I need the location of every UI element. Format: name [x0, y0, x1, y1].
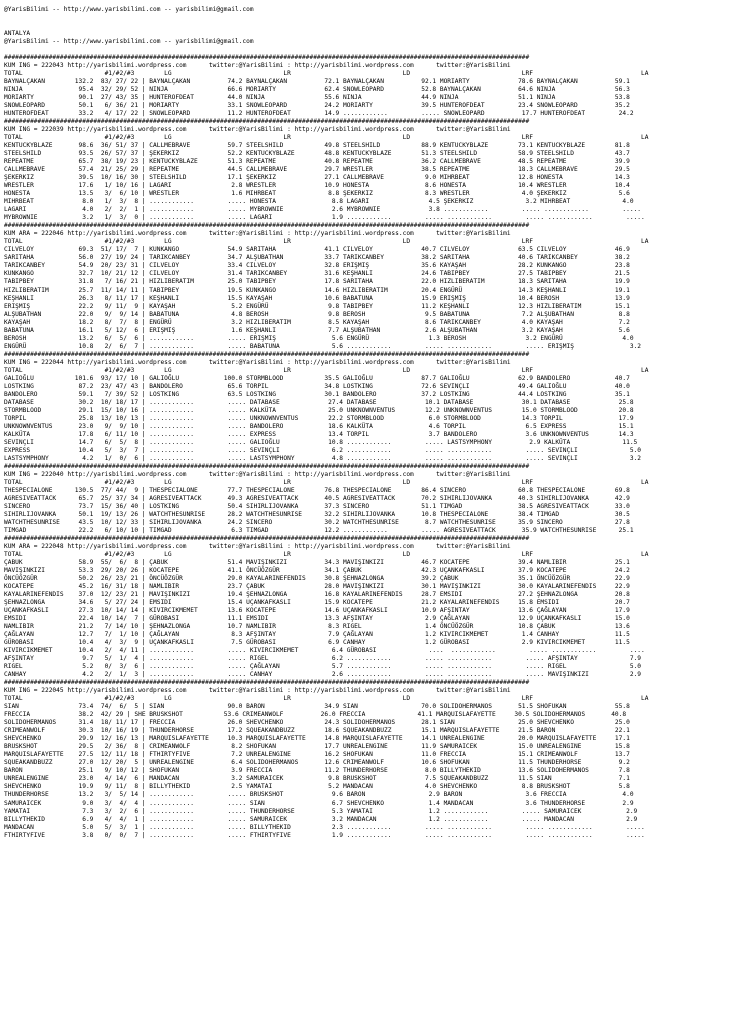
table-row: GÜROBASI 10.4 4/ 3/ 9 | UÇANKAFKASLI 7.5 GÜROBASI 6.9 CANHAY 1.2 GÜROBASI 2.9 KIVIRCIKMEMET 11.5	[4, 639, 630, 647]
table-row: KAYAŞAH 18.2 8/ 7/ 8 | ENGÜRÜ 3.2 HIZLIBERATIM 8.5 KAYAŞAH 8.6 TARIKCANBEY 4.0 KAYAŞAH 7.2	[4, 318, 630, 326]
table-row: GALIOĞLU 101.6 93/ 17/ 10 | GALIOĞLU 100.0 STORMBLOOD 35.5 GALIOĞLU 87.7 GALIOĞLU 62.9 BANDOLERO 40.7	[4, 374, 630, 382]
table-row: SIAN 73.4 74/ 6/ 5 | SIAN 90.0 BARON 34.9 SIAN 70.0 SOLIDOHERMANOS 51.5 SHOFUKAN 55.8	[4, 703, 630, 711]
block-title: KUM ARA = 222046 http://yarisbilimi.wordpress.com twitter:@YarisBilimi : http://yarisbilimi.wordpress.com twitter:@YarisBilimi	[4, 230, 511, 238]
table-row: FTHIRTYFIVE 3.8 0/ 0/ 7 | ............ ..... FTHIRTYFIVE 1.9 ............ ..... ............ ..... ............ .....	[4, 831, 645, 839]
header-line-1: @YarisBilimi -- http://www.yarisbilimi.com -- yarisbilimi@gmail.com	[4, 6, 254, 13]
block-title: KUM ING = 222040 http://yarisbilimi.wordpress.com twitter:@YarisBilimi : http://yarisbilimi.wordpress.com twitter:@YarisBilimi	[4, 470, 511, 478]
table-row: LASTSYMPHONY 4.2 1/ 0/ 6 | ............ ..... LASTSYMPHONY 4.8 ............ ..... ............ ..... SEVINÇLI 3.2	[4, 454, 642, 462]
table-row: AGRESIVEATTACK 65.7 25/ 37/ 34 | AGRESIVEATTACK 49.3 AGRESIVEATTACK 40.5 AGRESIVEATTACK 70.2 SIHIRLIJOVANKA 40.3 SIHIRLIJOVANKA 42.9	[4, 494, 630, 502]
table-row: ENGÜRÜ 10.8 2/ 6/ 7 | ............ ..... BABATUNA 5.6 ............ ..... ............ ..... ERIŞMIŞ 3.2	[4, 342, 642, 350]
table-row: CANHAY 4.2 2/ 1/ 3 | ............ ..... CANHAY 2.6 ............ ..... ............ ..... MAVIŞINKIZI 2.9	[4, 671, 642, 679]
table-row: WRESTLER 17.6 1/ 10/ 16 | LAGARI 2.8 WRESTLER 10.9 HONESTA 8.6 HONESTA 10.4 WRESTLER 10.4	[4, 182, 630, 190]
table-row: NAMLIBIR 21.2 7/ 14/ 10 | ŞEHNAZLONGA 10.7 NAMLIBIR 8.3 RIGEL 1.4 ÖNCÜÖZGÜR 10.8 ÇABUK 13.6	[4, 623, 630, 631]
table-row: TIMGAD 22.2 6/ 10/ 10 | TIMGAD 6.3 TIMGAD 12.2 ............ ..... AGRESIVEATTACK 35.9 WATCHTHESUNRISE 25.1	[4, 526, 634, 534]
table-row: MIHRBEAT 8.0 1/ 3/ 8 | ............ ..... HONESTA 8.8 LAGARI 4.5 ŞEKERKIZ 3.2 MIHRBEAT 4.0	[4, 198, 634, 206]
table-row: BARON 25.1 9/ 10/ 12 | SHOFUKAN 3.9 FRECCIA 11.2 THUNDERHORSE 8.0 BILLYTHEKID 13.6 SOLIDOHERMANOS 7.8	[4, 767, 630, 775]
block-separator: #############################################################################################################################################	[4, 679, 530, 687]
table-row: HONESTA 13.5 3/ 6/ 10 | WRESTLER 1.6 MIHRBEAT 8.8 ŞEKERKIZ 8.3 WRESTLER 4.0 ŞEKERKIZ 5.6	[4, 190, 630, 198]
block-separator: #############################################################################################################################################	[4, 222, 530, 230]
table-row: TABIPBEY 31.8 7/ 16/ 21 | HIZLIBERATIM 25.0 TABIPBEY 17.8 SARITAHA 22.0 HIZLIBERATIM 18.3 SARITAHA 19.9	[4, 278, 630, 286]
block-separator: #############################################################################################################################################	[4, 350, 530, 358]
block-separator: #############################################################################################################################################	[4, 54, 530, 62]
table-row: TORPIL 25.8 13/ 10/ 13 | ............ ..... UNKNOWNVENTUS 22.2 STORMBLOOD 6.0 STORMBLOOD 14.3 TORPIL 17.9	[4, 414, 634, 422]
table-row: ERIŞMIŞ 22.2 9/ 11/ 9 | KAYAŞAH 5.2 ENGÜRÜ 9.8 TABIPBEY 11.2 KEŞHANLI 12.3 HIZLIBERATIM 15.1	[4, 302, 630, 310]
table-row: CILVELOY 69.3 51/ 17/ 7 | KUNKANGO 54.9 SARITAHA 41.1 CILVELOY 40.7 CILVELOY 63.5 CILVELOY 46.9	[4, 246, 630, 254]
block-column-headers: TOTAL #1/#2/#3 LG LR LD LRF LA	[4, 134, 649, 142]
table-row: CRIMEANWOLF 30.3 10/ 16/ 19 | THUNDERHORSE 17.2 SQUEAKANDBUZZ 18.6 SQUEAKANDBUZZ 15.1 MARQUISLAFAYETTE 21.5 BARON 22.1	[4, 727, 630, 735]
table-row: CALLMEBRAVE 57.4 21/ 25/ 29 | REPEATME 44.5 CALLMEBRAVE 29.7 WRESTLER 38.5 REPEATME 18.3 CALLMEBRAVE 29.5	[4, 166, 630, 174]
table-row: SOLIDOHERMANOS 31.4 18/ 11/ 17 | FRECCIA 26.0 SHEVCHENKO 24.3 SOLIDOHERMANOS 28.1 SIAN 25.0 SHEVCHENKO 25.0	[4, 719, 630, 727]
block-column-headers: TOTAL #1/#2/#3 LG LR LD LRF LA	[4, 695, 649, 703]
block-column-headers: TOTAL #1/#2/#3 LG LR LD LRF LA	[4, 70, 649, 78]
table-row: REPEATME 65.7 38/ 19/ 23 | KENTUCKYBLAZE 51.3 REPEATME 40.8 REPEATME 36.2 CALLMEBRAVE 48.5 REPEATME 39.9	[4, 158, 630, 166]
table-row: TARIKCANBEY 54.9 20/ 23/ 31 | CILVELOY 33.4 CILVELOY 32.8 ERIŞMIŞ 35.6 KAYAŞAH 28.2 KUNKANGO 23.8	[4, 262, 630, 270]
table-row: KEŞHANLI 26.3 8/ 11/ 17 | KEŞHANLI 15.5 KAYAŞAH 10.6 BABATUNA 15.9 ERIŞMIŞ 10.4 BEROSH 13.9	[4, 294, 630, 302]
table-row: MARQUISLAFAYETTE 27.5 12/ 11/ 18 | FTHIRTYFIVE 7.2 UNREALENGINE 16.2 SHOFUKAN 11.0 FRECCIA 15.1 CRIMEANWOLF 13.7	[4, 751, 630, 759]
table-row: HUNTEROFDEAT 33.2 4/ 17/ 22 | SNOWLEOPARD 11.2 HUNTEROFDEAT 14.9 ............ ..... SNOWLEOPARD 17.7 HUNTEROFDEAT 24.2	[4, 110, 634, 118]
block-column-headers: TOTAL #1/#2/#3 LG LR LD LRF LA	[4, 366, 649, 374]
table-row: KOCATEPE 45.2 16/ 31/ 18 | NAMLIBIR 23.7 ÇABUK 28.0 MAVIŞINKIZI 30.1 MAVIŞINKIZI 30.0 KAYALARINEFENDIS 22.9	[4, 583, 630, 591]
table-row: BRUSKSHOT 29.5 2/ 36/ 8 | CRIMEANWOLF 8.2 SHOFUKAN 17.7 UNREALENGINE 11.9 SAMURAICEK 15.0 UNREALENGINE 15.8	[4, 743, 630, 751]
table-row: THESPECIALONE 130.5 77/ 44/ 9 | THESPECIALONE 77.7 THESPECIALONE 76.8 THESPECIALONE 86.4 SINCERO 60.8 THESPECIALONE 69.8	[4, 486, 630, 494]
table-row: KAYALARINEFENDIS 37.0 12/ 23/ 21 | MAVIŞINKIZI 19.4 ŞEHNAZLONGA 16.8 KAYALARINEFENDIS 28.7 EMSIDI 27.2 ŞEHNAZLONGA 20.8	[4, 591, 630, 599]
table-row: ŞEKERKIZ 39.5 10/ 16/ 30 | STEELSHILD 17.1 ŞEKERKIZ 27.1 CALLMEBRAVE 9.0 MIHRBEAT 12.8 HONESTA 14.3	[4, 174, 630, 182]
table-row: BANDOLERO 59.1 7/ 39/ 52 | LOSTKING 63.5 LOSTKING 30.1 BANDOLERO 37.2 LOSTKING 44.4 LOSTKING 35.1	[4, 390, 630, 398]
table-row: AFŞINTAY 9.7 5/ 1/ 4 | ............ ..... RIGEL 6.2 ............ ..... ............ ..... AFŞINTAY 7.9	[4, 655, 642, 663]
block-title: KUM ING = 222039 http://yarisbilimi.wordpress.com twitter:@YarisBilimi : http://yarisbilimi.wordpress.com twitter:@YarisBilimi	[4, 126, 511, 134]
header-gap-2	[4, 46, 737, 54]
table-row: BEROSH 13.2 6/ 5/ 6 | ............ ..... ERIŞMIŞ 5.6 ENGÜRÜ 1.3 BEROSH 3.2 ENGÜRÜ 4.0	[4, 334, 634, 342]
block-title: KUM ING = 222044 http://yarisbilimi.wordpress.com twitter:@YarisBilimi : http://yarisbilimi.wordpress.com twitter:@YarisBilimi	[4, 358, 511, 366]
block-separator: #############################################################################################################################################	[4, 534, 530, 542]
table-row: ÇAĞLAYAN 12.7 7/ 1/ 10 | ÇAĞLAYAN 8.3 AFŞINTAY 7.9 ÇAĞLAYAN 1.2 KIVIRCIKMEMET 1.4 CANHAY 11.5	[4, 631, 630, 639]
table-row: WATCHTHESUNRISE 43.5 10/ 12/ 33 | SIHIRLIJOVANKA 24.2 SINCERO 30.2 WATCHTHESUNRISE 8.7 WATCHTHESUNRISE 35.9 SINCERO 27.8	[4, 518, 630, 526]
table-row: SARITAHA 56.0 27/ 19/ 24 | TARIKCANBEY 34.7 ALŞUBATHAN 33.7 TARIKCANBEY 38.2 SARITAHA 40.6 TARIKCANBEY 38.2	[4, 254, 630, 262]
table-row: THUNDERHORSE 13.2 3/ 5/ 14 | ............ ..... BRUSKSHOT 9.6 BARON 2.9 BARON 3.6 FRECCIA 4.0	[4, 791, 634, 799]
block-column-headers: TOTAL #1/#2/#3 LG LR LD LRF LA	[4, 478, 649, 486]
race-blocks	[4, 54, 737, 840]
table-row: SINCERO 73.7 15/ 36/ 40 | LOSTKING 50.4 SIHIRLIJOVANKA 37.3 SINCERO 51.1 TIMGAD 38.5 AGRESIVEATTACK 33.0	[4, 502, 630, 510]
table-row: HIZLIBERATIM 25.7 11/ 14/ 11 | TABIPBEY 19.5 KUNKANGO 14.6 HIZLIBERATIM 20.4 ENGÜRÜ 14.3 KEŞHANLI 19.1	[4, 286, 630, 294]
table-row: MANDACAN 5.0 5/ 3/ 1 | ............ ..... BILLYTHEKID 2.3 ............ ..... ............ ..... ............ .....	[4, 823, 645, 831]
table-row: KALKÜTA 17.8 6/ 11/ 10 | ............ ..... EXPRESS 13.4 TORPIL 3.7 BANDOLERO 3.6 UNKNOWNVENTUS 14.3	[4, 430, 634, 438]
table-row: STEELSHILD 93.5 26/ 57/ 37 | ŞEKERKIZ 52.2 KENTUCKYBLAZE 48.8 KENTUCKYBLAZE 51.3 STEELSHILD 58.9 STEELSHILD 43.7	[4, 150, 630, 158]
table-row: LOSTKING 87.2 23/ 47/ 43 | BANDOLERO 65.6 TORPIL 34.8 LOSTKING 72.6 SEVINÇLI 49.4 GALIOĞLU 40.0	[4, 382, 630, 390]
table-row: FRECCIA 38.2 42/ 29 | SHE BRUSKSHOT 53.6 CRIMEANWOLF 26.0 FRECCIA 41.1 MARQUISLAFAYETTE 30.5 SOLIDOHERMANOS 40.8	[4, 711, 627, 719]
table-row: SIHIRLIJOVANKA 50.1 19/ 13/ 26 | WATCHTHESUNRISE 28.2 WATCHTHESUNRISE 32.2 SIHIRLIJOVANKA 10.8 THESPECIALONE 38.4 TIMGAD 30.5	[4, 510, 630, 518]
table-row: UÇANKAFKASLI 27.3 10/ 14/ 14 | KIVIRCIKMEMET 13.6 KOCATEPE 14.6 UÇANKAFKASLI 10.9 AFŞINTAY 13.6 ÇAĞLAYAN 17.9	[4, 607, 630, 615]
table-row: SHEVCHENKO 19.9 9/ 11/ 8 | BILLYTHEKID 2.5 YAMATAI 5.2 MANDACAN 4.0 SHEVCHENKO 8.8 BRUSKSHOT 5.8	[4, 783, 630, 791]
block-separator: #############################################################################################################################################	[4, 118, 530, 126]
table-row: MYBROWNIE 3.2 1/ 3/ 0 | ............ ..... LAGARI 1.9 ............ ..... ............ ..... ............ .....	[4, 214, 645, 222]
table-row: YAMATAI 7.3 3/ 2/ 6 | ............ ..... THUNDERHORSE 5.3 YAMATAI 1.2 ............ ..... SAMURAICEK 2.9	[4, 807, 638, 815]
table-row: LAGARI 4.0 2/ 2/ 1 | ............ ..... MYBROWNIE 2.6 MYBROWNIE 3.8 ............ ..... ............ .....	[4, 206, 642, 214]
table-row: BABATUNA 16.1 5/ 12/ 6 | ERIŞMIŞ 1.6 KEŞHANLI 7.7 ALŞUBATHAN 2.6 ALŞUBATHAN 3.2 KAYAŞAH 5.6	[4, 326, 630, 334]
table-row: KUNKANGO 32.7 10/ 21/ 12 | CILVELOY 31.4 TARIKCANBEY 31.6 KEŞHANLI 24.6 TABIPBEY 27.5 TABIPBEY 21.5	[4, 270, 630, 278]
table-row: MAVIŞINKIZI 53.3 29/ 20/ 26 | KOCATEPE 41.1 ÖNCÜÖZGÜR 34.1 ÇABUK 42.3 UÇANKAFKASLI 37.9 KOCATEPE 24.2	[4, 567, 630, 575]
block-title: KUM ING = 222043 http://yarisbilimi.wordpress.com twitter:@YarisBilimi : http://yarisbilimi.wordpress.com twitter:@YarisBilimi	[4, 62, 511, 70]
table-row: NINJA 95.4 32/ 29/ 52 | NINJA 66.6 MORIARTY 62.4 SNOWLEOPARD 52.8 BAYNALÇAKAN 64.6 NINJA 56.3	[4, 86, 630, 94]
block-separator: #############################################################################################################################################	[4, 462, 530, 470]
table-row: BILLYTHEKID 6.9 4/ 4/ 1 | ............ ..... SAMURAICEK 3.2 MANDACAN 1.2 ............ ..... MANDACAN 2.9	[4, 815, 638, 823]
city-name: ANTALYA	[4, 30, 31, 38]
header-gap	[4, 14, 737, 30]
table-row: RIGEL 5.2 0/ 3/ 6 | ............ ..... ÇAĞLAYAN 5.7 ............ ..... ............ ..... RIGEL 5.0	[4, 663, 642, 671]
table-row: UNKNOWNVENTUS 23.0 9/ 9/ 10 | ............ ..... BANDOLERO 18.6 KALKÜTA 4.6 TORPIL 6.5 EXPRESS 15.1	[4, 422, 634, 430]
table-row: MORIARTY 90.1 27/ 43/ 35 | HUNTEROFDEAT 44.0 NINJA 55.6 NINJA 44.9 NINJA 51.1 NINJA 53.8	[4, 94, 630, 102]
table-row: EXPRESS 10.4 5/ 3/ 7 | ............ ..... SEVINÇLI 6.2 ............ ..... ............ ..... SEVINÇLI 5.0	[4, 446, 642, 454]
block-title: KUM ARA = 222048 http://yarisbilimi.wordpress.com twitter:@YarisBilimi : http://yarisbilimi.wordpress.com twitter:@YarisBilimi	[4, 543, 511, 550]
table-row: SHEVCHENKO 29.9 12/ 16/ 13 | MARQUISLAFAYETTE 10.3 MARQUISLAFAYETTE 14.8 MARQUISLAFAYETTE 14.1 UNREALENGINE 20.0 MARQUISLAFAYETTE 17.1	[4, 735, 630, 743]
table-row: EMSIDI 22.4 10/ 14/ 7 | GÜROBASI 11.1 EMSIDI 13.3 AFŞINTAY 2.9 ÇAĞLAYAN 12.9 UÇANKAFKASLI 15.0	[4, 615, 630, 623]
table-row: UNREALENGINE 23.0 4/ 14/ 6 | MANDACAN 3.2 SAMURAICEK 9.8 BRUSKSHOT 7.5 SQUEAKANDBUZZ 11.5 SIAN 7.1	[4, 775, 630, 783]
table-row: SQUEAKANDBUZZ 27.0 12/ 20/ 5 | UNREALENGINE 6.4 SOLIDOHERMANOS 12.6 CRIMEANWOLF 10.6 SHOFUKAN 11.5 THUNDERHORSE 9.2	[4, 759, 630, 767]
table-row: ŞEHNAZLONGA 34.6 5/ 27/ 24 | EMSIDI 15.4 UÇANKAFKASLI 15.9 KOCATEPE 21.2 KAYALARINEFENDIS 15.8 EMSIDI 20.7	[4, 599, 630, 607]
table-row: SAMURAICEK 9.0 3/ 4/ 4 | ............ ..... SIAN 6.7 SHEVCHENKO 1.4 MANDACAN 3.6 THUNDERHORSE 2.9	[4, 799, 634, 807]
table-row: BAYNALÇAKAN 132.2 83/ 27/ 22 | BAYNALÇAKAN 74.2 BAYNALÇAKAN 72.1 BAYNALÇAKAN 92.1 MORIARTY 78.6 BAYNALÇAKAN 59.1	[4, 78, 630, 86]
table-row: DATABASE 30.2 10/ 18/ 17 | ............ ..... DATABASE 27.4 DATABASE 10.1 DATABASE 30.1 DATABASE 25.8	[4, 398, 634, 406]
table-row: ÇABUK 58.9 55/ 6/ 8 | ÇABUK 51.4 MAVIŞINKIZI 34.3 MAVIŞINKIZI 46.7 KOCATEPE 39.4 NAMLIBIR 25.1	[4, 559, 630, 567]
block-column-headers: TOTAL #1/#2/#3 LG LR LD LRF LA	[4, 551, 649, 559]
table-row: SNOWLEOPARD 50.1 6/ 36/ 21 | MORIARTY 33.1 SNOWLEOPARD 24.2 MORIARTY 39.5 HUNTEROFDEAT 23.4 SNOWLEOPARD 35.2	[4, 102, 630, 110]
table-row: STORMBLOOD 29.1 15/ 10/ 16 | ............ ..... KALKÜTA 25.0 UNKNOWNVENTUS 12.2 UNKNOWNVENTUS 15.0 STORMBLOOD 20.8	[4, 406, 634, 414]
block-title: KUM ING = 222045 http://yarisbilimi.wordpress.com twitter:@YarisBilimi : http://yarisbilimi.wordpress.com twitter:@YarisBilimi	[4, 687, 511, 695]
block-column-headers: TOTAL #1/#2/#3 LG LR LD LRF LA	[4, 238, 649, 246]
table-row: ALŞUBATHAN 22.0 9/ 9/ 14 | BABATUNA 4.8 BEROSH 9.8 BEROSH 9.5 BABATUNA 7.2 ALŞUBATHAN 8.8	[4, 310, 630, 318]
table-row: KENTUCKYBLAZE 98.6 36/ 51/ 37 | CALLMEBRAVE 59.7 STEELSHILD 49.8 STEELSHILD 88.9 KENTUCKYBLAZE 73.1 KENTUCKYBLAZE 81.8	[4, 142, 630, 150]
table-row: SEVINÇLI 14.7 6/ 5/ 8 | ............ ..... GALIOĞLU 10.8 ............ ..... LASTSYMPHONY 2.9 KALKÜTA 11.5	[4, 438, 638, 446]
table-row: KIVIRCIKMEMET 10.4 2/ 4/ 11 | ............ ..... KIVIRCIKMEMET 6.4 GÜROBASI .... ............ ..... ............ ....	[4, 647, 645, 655]
table-row: ÖNCÜÖZGÜR 50.2 26/ 23/ 21 | ÖNCÜÖZGÜR 29.0 KAYALARINEFENDIS 30.8 ŞEHNAZLONGA 39.2 ÇABUK 35.1 ÖNCÜÖZGÜR 22.9	[4, 575, 630, 583]
header-line-2: @YarisBilimi -- http://www.yarisbilimi.com -- yarisbilimi@gmail.com	[4, 38, 254, 46]
